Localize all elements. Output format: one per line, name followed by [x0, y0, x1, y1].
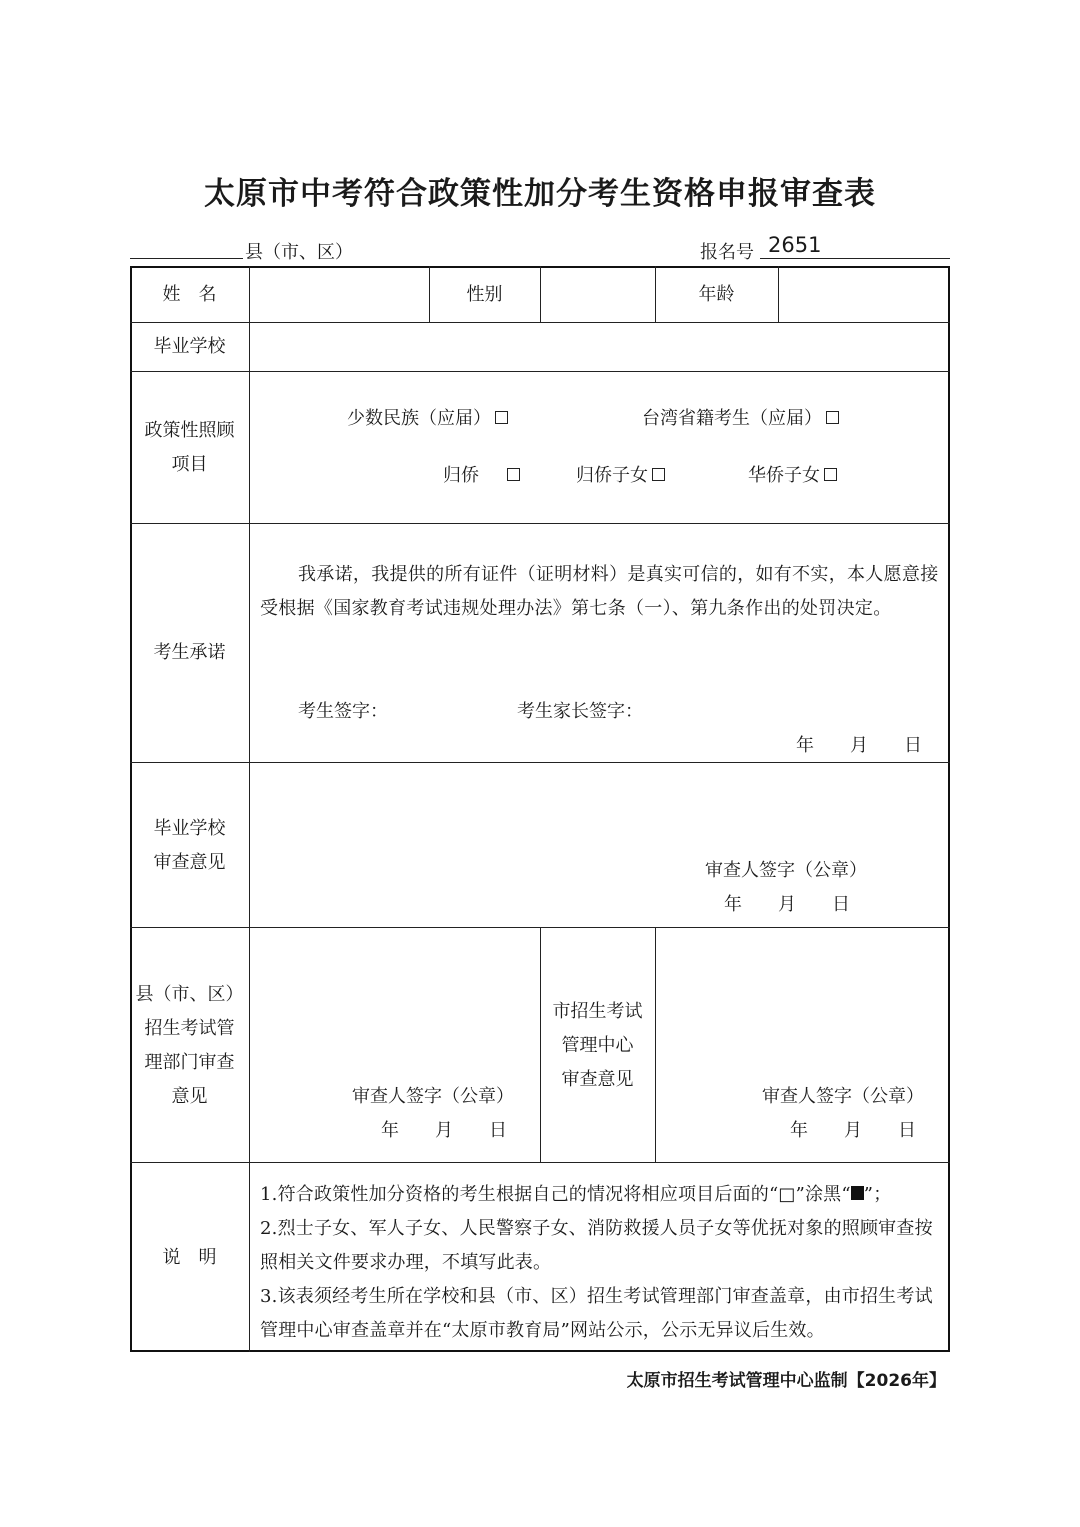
reg-no-label: 报名号	[700, 242, 754, 263]
pledge-label: 考生承诺	[153, 642, 226, 663]
student-signature-label: 考生签字：	[298, 701, 388, 722]
reg-no-value[interactable]: 2651	[768, 233, 822, 257]
option-minority-label: 少数民族（应届）	[347, 408, 491, 429]
checkbox-taiwan[interactable]	[826, 411, 839, 424]
parent-signature-label: 考生家长签字：	[517, 701, 643, 722]
county-review-date: 年 月 日	[381, 1120, 507, 1141]
form-title: 太原市中考符合政策性加分考生资格申报审查表	[204, 176, 876, 212]
option-returned-overseas[interactable]	[443, 467, 520, 485]
option-overseas-child-label: 华侨子女	[748, 465, 820, 486]
county-blank[interactable]	[130, 258, 243, 259]
school-review-label-2: 审查意见	[153, 852, 226, 873]
option-returned-overseas-child-label: 归侨子女	[576, 465, 648, 486]
pledge-text: 我承诺，我提供的所有证件（证明材料）是真实可信的，如有不实，本人愿意接受根据《国家教育考试违规处理办法》第七条（一）、第九条作出的处罚决定。	[260, 564, 939, 619]
checkbox-returned-overseas[interactable]	[507, 468, 520, 481]
note-2: 2.烈士子女、军人子女、人民警察子女、消防救援人员子女等优抚对象的照顾审查按照相关文件要求办理，不填写此表。	[260, 1218, 933, 1273]
policy-label: 政策性照顾	[144, 420, 235, 441]
city-review-label: 市招生考试	[552, 1001, 643, 1022]
county-review-label: 县（市、区）	[135, 984, 244, 1005]
age-input[interactable]	[781, 270, 947, 320]
option-returned-overseas-label: 归侨	[443, 465, 479, 486]
option-taiwan[interactable]	[642, 410, 839, 428]
filled-square-icon	[851, 1186, 864, 1200]
option-minority[interactable]	[347, 410, 508, 428]
name-input[interactable]	[252, 270, 427, 320]
school-review-date: 年 月 日	[724, 894, 850, 915]
pledge-date: 年 月 日	[796, 735, 922, 756]
county-review-label-4: 意见	[171, 1086, 208, 1107]
age-label: 年龄	[698, 284, 735, 305]
school-input[interactable]	[252, 325, 947, 369]
notes-label: 说 明	[162, 1247, 217, 1268]
county-review-label-2: 招生考试管	[144, 1018, 235, 1039]
county-review-label-3: 理部门审查	[144, 1052, 235, 1073]
county-label: 县（市、区）	[245, 242, 353, 263]
gender-input[interactable]	[543, 270, 653, 320]
note-1: 1.符合政策性加分资格的考生根据自己的情况将相应项目后面的“□”涂黑“ ”；	[260, 1184, 892, 1205]
gender-label: 性别	[466, 284, 503, 305]
school-review-label: 毕业学校	[153, 818, 226, 839]
footer-issuer: 太原市招生考试管理中心监制【2026年】	[626, 1371, 946, 1391]
checkbox-returned-overseas-child[interactable]	[652, 468, 665, 481]
reg-no-line	[760, 258, 950, 259]
school-reviewer-signature: 审查人签字（公章）	[705, 860, 867, 881]
name-label: 姓 名	[162, 284, 217, 305]
option-returned-overseas-child[interactable]	[576, 467, 665, 485]
city-review-date: 年 月 日	[790, 1120, 916, 1141]
checkbox-minority[interactable]	[495, 411, 508, 424]
city-reviewer-signature: 审查人签字（公章）	[762, 1086, 924, 1107]
city-review-label-2: 管理中心	[561, 1035, 634, 1056]
notes	[260, 1178, 944, 1348]
checkbox-overseas-child[interactable]	[824, 468, 837, 481]
policy-label-2: 项目	[171, 454, 208, 475]
school-label: 毕业学校	[153, 336, 226, 357]
county-reviewer-signature: 审查人签字（公章）	[352, 1086, 514, 1107]
option-overseas-child[interactable]	[748, 467, 837, 485]
city-review-label-3: 审查意见	[561, 1069, 634, 1090]
option-taiwan-label: 台湾省籍考生（应届）	[642, 408, 822, 429]
note-3: 3.该表须经考生所在学校和县（市、区）招生考试管理部门审查盖章，由市招生考试管理中心审查盖章并在“太原市教育局”网站公示，公示无异议后生效。	[260, 1286, 933, 1341]
